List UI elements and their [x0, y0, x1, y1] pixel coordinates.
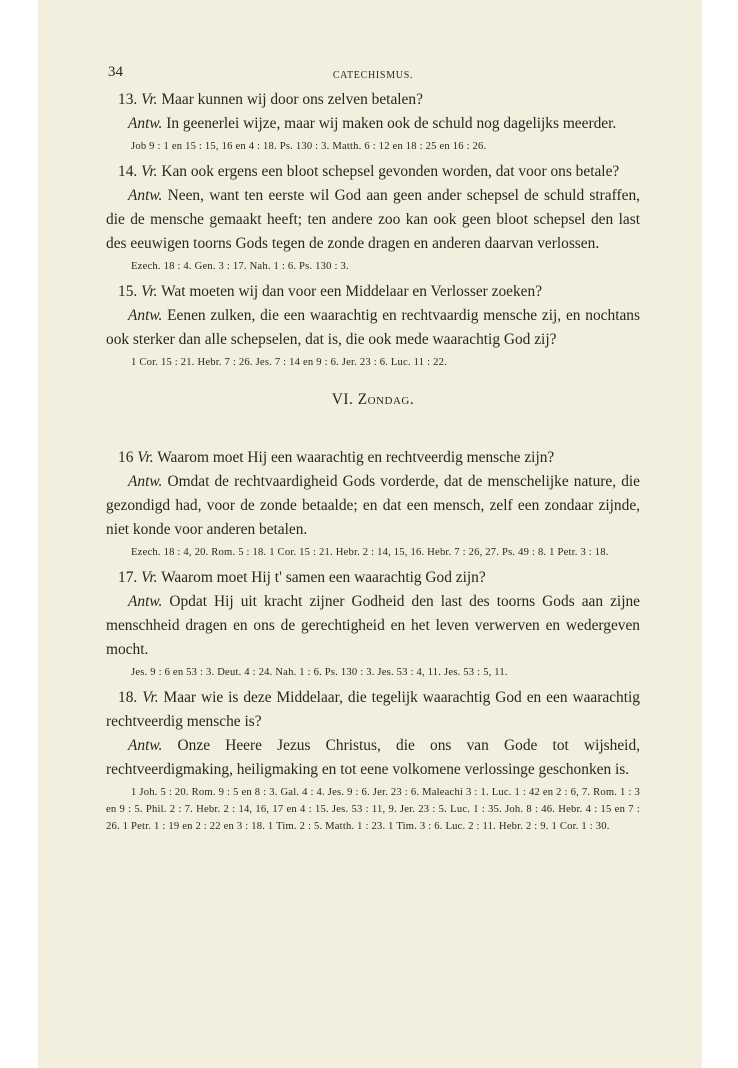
- question-label: Vr.: [141, 163, 158, 180]
- answer: [106, 184, 640, 256]
- answer-label: Antw.: [128, 737, 163, 754]
- answer-text: Neen, want ten eerste wil God aan geen ander schepsel de schuld straffen, die de mensche gemaakt heeft; ten andere zoo kan ook geen bloot schepsel den last des eeuwigen toorns Gods tegen de zonde dragen en anderen daarvan verlossen.: [106, 187, 640, 252]
- page-content: [106, 62, 640, 840]
- question: [106, 566, 640, 590]
- question-label: Vr.: [142, 689, 159, 706]
- question-number: 17.: [118, 569, 138, 586]
- question-text: Waarom moet Hij een waarachtig en rechtveerdig mensche zijn?: [157, 449, 555, 466]
- answer-text: In geenerlei wijze, maar wij maken ook de schuld nog dagelijks meerder.: [166, 115, 617, 132]
- scripture-references: 1 Joh. 5 : 20. Rom. 9 : 5 en 8 : 3. Gal. 4 : 4. Jes. 9 : 6. Jer. 23 : 6. Maleachi 3 : 1. Luc. 1 : 42 en 2 : 6, 7. Rom. 1 : 3 en 9 : 5. Phil. 2 : 7. Hebr. 2 : 14, 16, 17 en 4 : 15. Jes. 53 : 11, 9. Jer. 23 : 5. Luc. 1 : 35. Joh. 8 : 46. Hebr. 4 : 15 en 7 : 26. 1 Petr. 1 : 19 en 2 : 22 en 3 : 18. 1 Tim. 2 : 5. Matth. 1 : 23. 1 Tim. 3 : 6. Luc. 2 : 11. Hebr. 2 : 9. 1 Cor. 1 : 30.: [106, 787, 640, 832]
- question-block: [106, 160, 640, 275]
- question-label: Vr.: [141, 569, 158, 586]
- answer-label: Antw.: [128, 593, 163, 610]
- question-label: Vr.: [137, 449, 154, 466]
- answer: [106, 304, 640, 352]
- answer: [106, 470, 640, 542]
- running-title: CATECHISMUS.: [332, 70, 414, 81]
- question-number: 18.: [118, 689, 138, 706]
- answer: [106, 590, 640, 662]
- question-label: Vr.: [141, 283, 158, 300]
- question: [106, 88, 640, 112]
- answer: [106, 734, 640, 782]
- answer-text: Eenen zulken, die een waarachtig en rechtvaardig mensche zij, en nochtans ook sterker dan alle schepselen, dat is, die ook mede waarachtig God zij?: [106, 307, 640, 348]
- scripture-references: 1 Cor. 15 : 21. Hebr. 7 : 26. Jes. 7 : 14 en 9 : 6. Jer. 23 : 6. Luc. 11 : 22.: [131, 357, 447, 368]
- answer-label: Antw.: [128, 187, 163, 204]
- scripture-references: Ezech. 18 : 4. Gen. 3 : 17. Nah. 1 : 6. Ps. 130 : 3.: [131, 261, 349, 272]
- question: [106, 160, 640, 184]
- answer-label: Antw.: [128, 473, 163, 490]
- question-block: [106, 446, 640, 561]
- question-text: Waarom moet Hij t' samen een waarachtig God zijn?: [161, 569, 486, 586]
- section-heading: [106, 391, 640, 409]
- answer-text: Opdat Hij uit kracht zijner Godheid den last des toorns Gods aan zijne menschheid dragen en ons de gerechtigheid en het leven verwerven en wedergeven mocht.: [106, 593, 640, 658]
- question-label: Vr.: [141, 91, 158, 108]
- answer-label: Antw.: [128, 115, 163, 132]
- answer-text: Omdat de rechtvaardigheid Gods vorderde, dat de menschelijke nature, die gezondigd had, voor de zonde betaalde; en dat een mensch, zelf een zondaar zijnde, niet konde voor anderen betalen.: [106, 473, 640, 538]
- question: [106, 446, 640, 470]
- scripture-references: Ezech. 18 : 4, 20. Rom. 5 : 18. 1 Cor. 15 : 21. Hebr. 2 : 14, 15, 16. Hebr. 7 : 26, 27. Ps. 49 : 8. 1 Petr. 3 : 18.: [131, 547, 609, 558]
- section-numeral: VI.: [331, 391, 354, 408]
- question-block: [106, 566, 640, 681]
- scripture-references: Job 9 : 1 en 15 : 15, 16 en 4 : 18. Ps. 130 : 3. Matth. 6 : 12 en 18 : 25 en 16 : 26.: [131, 141, 487, 152]
- answer: [106, 112, 640, 136]
- question-number: 13.: [118, 91, 138, 108]
- question-text: Maar kunnen wij door ons zelven betalen?: [161, 91, 423, 108]
- question-number: 16: [118, 449, 134, 466]
- question: [106, 280, 640, 304]
- scripture-references: Jes. 9 : 6 en 53 : 3. Deut. 4 : 24. Nah. 1 : 6. Ps. 130 : 3. Jes. 53 : 4, 11. Jes. 53 : 5, 11.: [131, 667, 508, 678]
- page-number: 34: [108, 64, 123, 80]
- question: [106, 686, 640, 734]
- book-page: [38, 0, 702, 1068]
- question-number: 14.: [118, 163, 138, 180]
- answer-text: Onze Heere Jezus Christus, die ons van Gode tot wijsheid, rechtveerdigmaking, heiligmaking en tot eene volkomene verlossinge geschonken is.: [106, 737, 640, 778]
- page-header: [106, 62, 640, 88]
- question-text: Wat moeten wij dan voor een Middelaar en Verlosser zoeken?: [161, 283, 543, 300]
- question-block: [106, 686, 640, 835]
- section-label: Zondag.: [357, 391, 415, 408]
- question-block: [106, 280, 640, 371]
- question-number: 15.: [118, 283, 138, 300]
- question-text: Maar wie is deze Middelaar, die tegelijk waarachtig God en een waarachtig rechtveerdig mensche is?: [106, 689, 640, 730]
- answer-label: Antw.: [128, 307, 163, 324]
- question-text: Kan ook ergens een bloot schepsel gevonden worden, dat voor ons betale?: [161, 163, 620, 180]
- question-block: [106, 88, 640, 155]
